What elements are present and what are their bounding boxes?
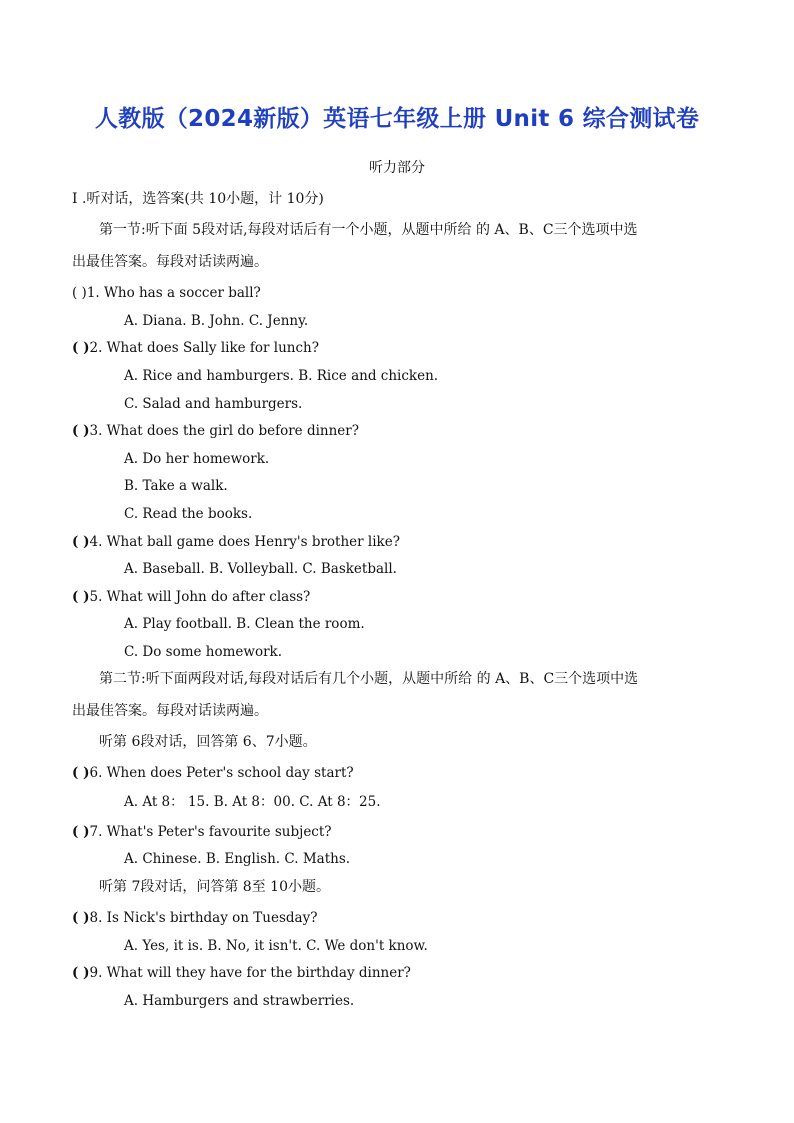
section2-instruction-line2: 出最佳答案。每段对话读两遍。 — [72, 703, 268, 719]
question-7 — [72, 823, 332, 841]
question-9 — [72, 964, 411, 982]
question-5-options-line2: C. Do some homework. — [124, 644, 283, 660]
answer-blank[interactable]: ( ) — [72, 285, 87, 301]
question-3 — [72, 422, 359, 440]
question-4-options: A. Baseball. B. Volleyball. C. Basketball. — [124, 561, 397, 577]
section-heading: 听力部分 — [369, 160, 425, 176]
section1-instruction-line2: 出最佳答案。每段对话读两遍。 — [72, 254, 268, 270]
question-2 — [72, 339, 319, 357]
question-7-options: A. Chinese. B. English. C. Maths. — [124, 851, 351, 867]
answer-blank[interactable]: ( ) — [72, 589, 90, 605]
answer-blank[interactable]: ( ) — [72, 965, 90, 981]
question-3-option-b: B. Take a walk. — [124, 478, 228, 494]
question-6-options: A. At 8： 15. B. At 8：00. C. At 8：25. — [124, 794, 381, 810]
question-4 — [72, 533, 400, 551]
answer-blank[interactable]: ( ) — [72, 340, 90, 356]
question-stem: 8. Is Nick's birthday on Tuesday? — [89, 910, 318, 926]
page-title: 人教版（2024新版）英语七年级上册 Unit 6 综合测试卷 — [94, 106, 700, 132]
question-1 — [72, 284, 261, 302]
dialog-6-note: 听第 6段对话，回答第 6、7小题。 — [99, 734, 317, 750]
question-8 — [72, 909, 317, 927]
answer-blank[interactable]: ( ) — [72, 910, 90, 926]
question-stem: 4. What ball game does Henry's brother like? — [89, 534, 400, 550]
section1-instruction-line1: 第一节:听下面 5段对话,每段对话后有一个小题，从题中所给 的 A、B、C三个选项中选 — [99, 222, 638, 238]
answer-blank[interactable]: ( ) — [72, 765, 90, 781]
question-5 — [72, 588, 310, 606]
question-stem: 5. What will John do after class? — [89, 589, 311, 605]
question-3-option-a: A. Do her homework. — [124, 451, 270, 467]
question-8-options: A. Yes, it is. B. No, it isn't. C. We don't know. — [124, 938, 428, 954]
question-9-options: A. Hamburgers and strawberries. — [124, 993, 355, 1009]
question-2-options-line1: A. Rice and hamburgers. B. Rice and chicken. — [124, 368, 439, 384]
question-stem: 1. Who has a soccer ball? — [86, 285, 261, 301]
answer-blank[interactable]: ( ) — [72, 534, 90, 550]
dialog-7-note: 听第 7段对话，问答第 8至 10小题。 — [99, 879, 330, 895]
question-3-option-c: C. Read the books. — [124, 506, 253, 522]
question-stem: 6. When does Peter's school day start? — [89, 765, 354, 781]
question-1-options: A. Diana. B. John. C. Jenny. — [124, 313, 309, 329]
question-stem: 2. What does Sally like for lunch? — [89, 340, 319, 356]
question-stem: 9. What will they have for the birthday dinner? — [89, 965, 411, 981]
question-6 — [72, 764, 354, 782]
answer-blank[interactable]: ( ) — [72, 423, 90, 439]
question-2-options-line2: C. Salad and hamburgers. — [124, 396, 303, 412]
part1-heading: I .听对话，选答案(共 10小题，计 10分) — [72, 191, 324, 207]
question-stem: 3. What does the girl do before dinner? — [89, 423, 359, 439]
section2-instruction-line1: 第二节:听下面两段对话,每段对话后有几个小题，从题中所给 的 A、B、C三个选项中选 — [99, 671, 639, 687]
question-5-options-line1: A. Play football. B. Clean the room. — [124, 616, 365, 632]
question-stem: 7. What's Peter's favourite subject? — [89, 824, 332, 840]
answer-blank[interactable]: ( ) — [72, 824, 90, 840]
